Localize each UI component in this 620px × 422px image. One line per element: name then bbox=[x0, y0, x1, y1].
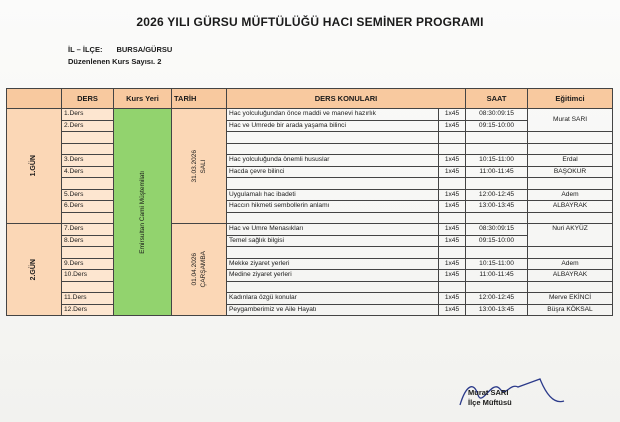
konu-cell: Temel sağlık bilgisi bbox=[227, 235, 439, 247]
table-row bbox=[7, 189, 613, 201]
sure-cell: 1x45 bbox=[439, 304, 466, 316]
saat-cell: 13:00-13:45 bbox=[466, 201, 528, 213]
konu-cell: Haccın hikmeti sembollerin anlamı bbox=[227, 201, 439, 213]
ders-cell bbox=[62, 247, 114, 259]
konu-cell: Hacda çevre bilinci bbox=[227, 166, 439, 178]
egitimci-cell bbox=[528, 178, 613, 190]
il-ilce-label: İL – İLÇE: bbox=[68, 45, 103, 54]
saat-cell: 08:30:09:15 bbox=[466, 224, 528, 236]
egitimci-cell: Büşra KÖKSAL bbox=[528, 304, 613, 316]
saat-cell: 09:15-10:00 bbox=[466, 235, 528, 247]
egitimci-cell: Adem bbox=[528, 258, 613, 270]
tarih-weekday: ÇARŞAMBA bbox=[200, 251, 207, 288]
egitimci-cell: BAŞOKUR bbox=[528, 166, 613, 178]
day-label-cell bbox=[7, 224, 62, 316]
konu-cell: Mekke ziyaret yerleri bbox=[227, 258, 439, 270]
header-saat: SAAT bbox=[466, 89, 528, 109]
saat-cell: 08:30:09:15 bbox=[466, 109, 528, 121]
il-ilce-line bbox=[68, 45, 172, 54]
table-row bbox=[7, 132, 613, 144]
saat-cell: 09:15-10:00 bbox=[466, 120, 528, 132]
ders-cell: 9.Ders bbox=[62, 258, 114, 270]
kurs-yeri-cell bbox=[114, 109, 172, 316]
ders-cell: 12.Ders bbox=[62, 304, 114, 316]
konu-cell bbox=[227, 132, 439, 144]
konu-cell bbox=[227, 247, 439, 259]
saat-cell: 11:00-11:45 bbox=[466, 270, 528, 282]
tarih-cell bbox=[172, 109, 227, 224]
ders-cell: 2.Ders bbox=[62, 120, 114, 132]
table-row bbox=[7, 281, 613, 293]
egitimci-cell: Erdal bbox=[528, 155, 613, 167]
day-label: 1.GÜN bbox=[30, 155, 37, 177]
header-ders: DERS bbox=[62, 89, 114, 109]
konu-cell bbox=[227, 212, 439, 224]
corner-cell bbox=[7, 89, 62, 109]
table-row bbox=[7, 155, 613, 167]
table-row bbox=[7, 143, 613, 155]
sure-cell bbox=[439, 178, 466, 190]
saat-cell bbox=[466, 212, 528, 224]
konu-cell: Uygulamalı hac ibadeti bbox=[227, 189, 439, 201]
sure-cell: 1x45 bbox=[439, 270, 466, 282]
sure-cell bbox=[439, 281, 466, 293]
table-row bbox=[7, 235, 613, 247]
sure-cell bbox=[439, 212, 466, 224]
ders-cell: 3.Ders bbox=[62, 155, 114, 167]
signature-title: İlçe Müftüsü bbox=[468, 398, 512, 407]
tarih-date: 01.04.2026 bbox=[191, 253, 198, 286]
ders-cell: 5.Ders bbox=[62, 189, 114, 201]
konu-cell: Hac ve Umrede bir arada yaşama bilinci bbox=[227, 120, 439, 132]
table-row bbox=[7, 304, 613, 316]
saat-cell bbox=[466, 178, 528, 190]
egitimci-cell bbox=[528, 212, 613, 224]
sure-cell: 1x45 bbox=[439, 224, 466, 236]
konu-cell: Medine ziyaret yerleri bbox=[227, 270, 439, 282]
table-row bbox=[7, 109, 613, 121]
schedule-table bbox=[6, 88, 613, 316]
saat-cell: 11:00-11:45 bbox=[466, 166, 528, 178]
day-label: 2.GÜN bbox=[30, 258, 37, 281]
sure-cell: 1x45 bbox=[439, 258, 466, 270]
sure-cell: 1x45 bbox=[439, 293, 466, 305]
signature-name: Murat SARI bbox=[468, 388, 509, 397]
header-egitimci: Eğitimci bbox=[528, 89, 613, 109]
day-label-cell bbox=[7, 109, 62, 224]
ders-cell: 10.Ders bbox=[62, 270, 114, 282]
saat-cell bbox=[466, 281, 528, 293]
sure-cell: 1x45 bbox=[439, 120, 466, 132]
ders-cell: 1.Ders bbox=[62, 109, 114, 121]
konu-cell: Hac ve Umre Menasıkları bbox=[227, 224, 439, 236]
tarih-cell bbox=[172, 224, 227, 316]
sure-cell: 1x45 bbox=[439, 109, 466, 121]
table-row bbox=[7, 247, 613, 259]
saat-cell bbox=[466, 132, 528, 144]
ders-cell: 11.Ders bbox=[62, 293, 114, 305]
tarih-date: 31.03.2026 bbox=[191, 149, 198, 183]
sure-cell bbox=[439, 247, 466, 259]
sure-cell: 1x45 bbox=[439, 189, 466, 201]
table-row bbox=[7, 166, 613, 178]
table-row bbox=[7, 224, 613, 236]
table-row bbox=[7, 258, 613, 270]
ders-cell bbox=[62, 212, 114, 224]
ders-cell: 8.Ders bbox=[62, 235, 114, 247]
table-row bbox=[7, 270, 613, 282]
konu-cell: Hac yolculuğundan önce maddi ve manevi hazırlık bbox=[227, 109, 439, 121]
egitimci-cell bbox=[528, 281, 613, 293]
saat-cell: 12:00-12:45 bbox=[466, 293, 528, 305]
page-title: 2026 YILI GÜRSU MÜFTÜLÜĞÜ HACI SEMİNER PROGRAMI bbox=[136, 15, 484, 29]
header-tarih: TARİH bbox=[172, 89, 227, 109]
il-ilce-value: BURSA/GÜRSU bbox=[116, 45, 173, 54]
table-row bbox=[7, 120, 613, 132]
egitimci-cell: Adem bbox=[528, 189, 613, 201]
saat-cell bbox=[466, 247, 528, 259]
egitimci-cell: Nuri AKYÜZ bbox=[528, 224, 613, 247]
egitimci-cell: Merve EKİNCİ bbox=[528, 293, 613, 305]
egitimci-cell: ALBAYRAK bbox=[528, 201, 613, 213]
sure-cell: 1x45 bbox=[439, 155, 466, 167]
egitimci-cell bbox=[528, 247, 613, 259]
egitimci-cell bbox=[528, 143, 613, 155]
ders-cell: 7.Ders bbox=[62, 224, 114, 236]
header-row bbox=[7, 89, 613, 109]
egitimci-cell bbox=[528, 132, 613, 144]
konu-cell: Kadınlara özgü konular bbox=[227, 293, 439, 305]
konu-cell bbox=[227, 281, 439, 293]
sure-cell: 1x45 bbox=[439, 201, 466, 213]
header-ders-konulari: DERS KONULARI bbox=[227, 89, 466, 109]
table-row bbox=[7, 201, 613, 213]
saat-cell: 12:00-12:45 bbox=[466, 189, 528, 201]
egitimci-cell: Murat SARI bbox=[528, 109, 613, 132]
ders-cell bbox=[62, 143, 114, 155]
saat-cell bbox=[466, 143, 528, 155]
tarih-weekday: SALI bbox=[200, 158, 207, 174]
ders-cell: 6.Ders bbox=[62, 201, 114, 213]
ders-cell bbox=[62, 281, 114, 293]
konu-cell bbox=[227, 143, 439, 155]
signature-block bbox=[468, 388, 512, 408]
header-kurs-yeri: Kurs Yeri bbox=[114, 89, 172, 109]
table-row bbox=[7, 212, 613, 224]
kurs-yeri-value: Emirsultan Cami Müştemilatı bbox=[138, 170, 146, 254]
kurs-sayisi: Düzenlenen Kurs Sayısı. 2 bbox=[68, 57, 162, 66]
ders-cell bbox=[62, 178, 114, 190]
konu-cell: Hac yolculuğunda önemli hususlar bbox=[227, 155, 439, 167]
saat-cell: 13:00-13:45 bbox=[466, 304, 528, 316]
konu-cell: Peygamberimiz ve Aile Hayatı bbox=[227, 304, 439, 316]
sure-cell bbox=[439, 143, 466, 155]
ders-cell bbox=[62, 132, 114, 144]
saat-cell: 10:15-11:00 bbox=[466, 155, 528, 167]
egitimci-cell: ALBAYRAK bbox=[528, 270, 613, 282]
konu-cell bbox=[227, 178, 439, 190]
ders-cell: 4.Ders bbox=[62, 166, 114, 178]
sure-cell: 1x45 bbox=[439, 235, 466, 247]
sure-cell bbox=[439, 132, 466, 144]
table-row bbox=[7, 293, 613, 305]
sure-cell: 1x45 bbox=[439, 166, 466, 178]
table-row bbox=[7, 178, 613, 190]
saat-cell: 10:15-11:00 bbox=[466, 258, 528, 270]
